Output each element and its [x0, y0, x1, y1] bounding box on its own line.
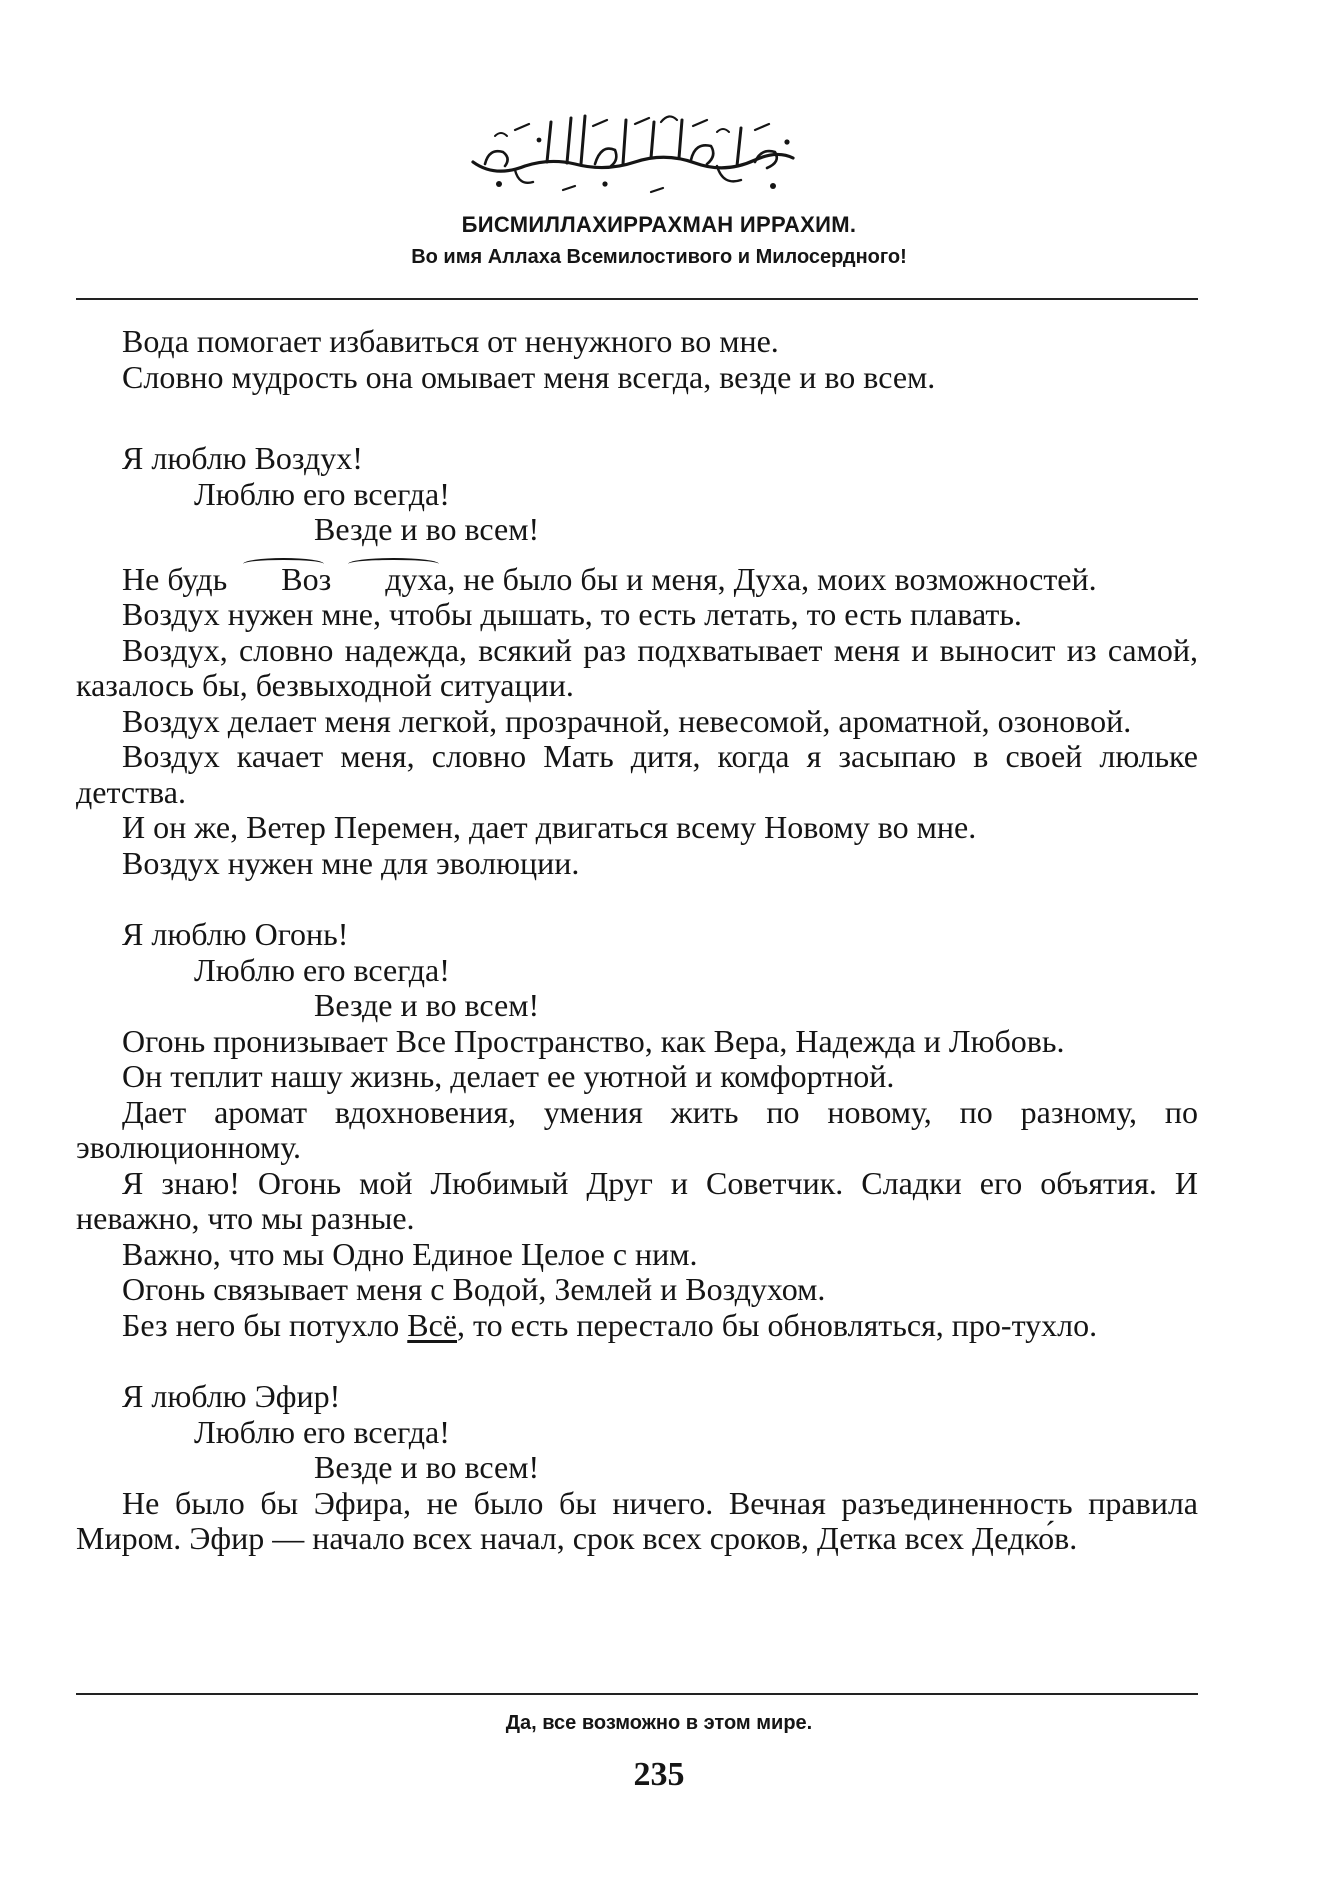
header-subtitle: Во имя Аллаха Всемилостивого и Милосердного!	[411, 246, 907, 268]
fire-paragraph-7	[76, 1308, 1198, 1344]
air-paragraph-4: Воздух делает меня легкой, прозрачной, невесомой, ароматной, озоновой.	[122, 702, 1132, 739]
air-paragraph-2: Воздух нужен мне, чтобы дышать, то есть летать, то есть плавать.	[122, 596, 1022, 632]
ether-verse-line-3: Везде и во всем!	[314, 1449, 540, 1485]
air-p1-end: , не было бы и меня, Духа, моих возможностей.	[447, 560, 1097, 597]
ether-verse-line-2: Люблю его всегда!	[194, 1413, 450, 1450]
air-p1-arc-duha: духа	[339, 562, 447, 598]
air-p1-arc-voz: Воз	[235, 562, 331, 598]
air-verse-line-2: Люблю его всегда!	[194, 475, 450, 512]
ether-verse-line-1: Я люблю Эфир!	[122, 1378, 341, 1414]
water-line-2: Словно мудрость она омывает меня всегда, везде и во всем.	[122, 358, 936, 395]
air-paragraph-7: Воздух нужен мне для эволюции.	[122, 844, 580, 881]
air-p1-start: Не будь	[122, 560, 236, 597]
page-body	[76, 324, 1198, 1557]
fire-p7-end: , то есть перестало бы обновляться, про-тухло.	[457, 1306, 1098, 1343]
air-paragraph-5: Воздух качает меня, словно Мать дитя, когда я засыпаю в своей люльке детства.	[76, 738, 1198, 810]
fire-paragraph-3: Дает аромат вдохновения, умения жить по новому, по разному, по эволюционному.	[76, 1093, 1198, 1165]
fire-paragraph-1: Огонь пронизывает Все Пространство, как Вера, Надежда и Любовь.	[122, 1022, 1065, 1059]
fire-p7-start: Без него бы потухло	[122, 1306, 408, 1343]
ether-paragraph-1: Не было бы Эфира, не было бы ничего. Вечная разъединенность правила Миром. Эфир — начало всех начал, срок всех сроков, Детка всех Дедко́в.	[76, 1484, 1198, 1556]
air-verse-line-3: Везде и во всем!	[314, 511, 540, 547]
fire-p7-underlined-word: Всё	[407, 1306, 458, 1343]
header-divider	[76, 298, 1198, 300]
fire-paragraph-5: Важно, что мы Одно Единое Целое с ним.	[122, 1235, 698, 1272]
fire-verse-line-2: Люблю его всегда!	[194, 951, 450, 988]
water-line-1: Вода помогает избавиться от ненужного во мне.	[122, 323, 779, 359]
page-number: 235	[633, 1756, 685, 1793]
air-verse-line-1: Я люблю Воздух!	[122, 440, 363, 476]
air-paragraph-1	[76, 562, 1198, 598]
fire-paragraph-2: Он теплит нашу жизнь, делает ее уютной и комфортной.	[122, 1058, 895, 1094]
fire-verse-line-1: Я люблю Огонь!	[122, 916, 349, 952]
fire-verse-line-3: Везде и во всем!	[314, 987, 540, 1023]
air-p1-space	[331, 561, 339, 597]
running-footer: Да, все возможно в этом мире.	[505, 1712, 813, 1734]
bismillah-calligraphy	[455, 100, 815, 210]
air-paragraph-6: И он же, Ветер Перемен, дает двигаться всему Новому во мне.	[122, 809, 977, 845]
footer-divider	[76, 1693, 1198, 1695]
air-paragraph-3: Воздух, словно надежда, всякий раз подхватывает меня и выносит из самой, казалось бы, безвыходной ситуации.	[76, 631, 1198, 703]
fire-paragraph-6: Огонь связывает меня с Водой, Землей и Воздухом.	[122, 1271, 826, 1307]
fire-paragraph-4: Я знаю! Огонь мой Любимый Друг и Советчик. Сладки его объятия. И неважно, что мы разные.	[76, 1164, 1198, 1236]
header-title: БИСМИЛЛАХИРРАХМАН ИРРАХИМ.	[461, 212, 857, 237]
